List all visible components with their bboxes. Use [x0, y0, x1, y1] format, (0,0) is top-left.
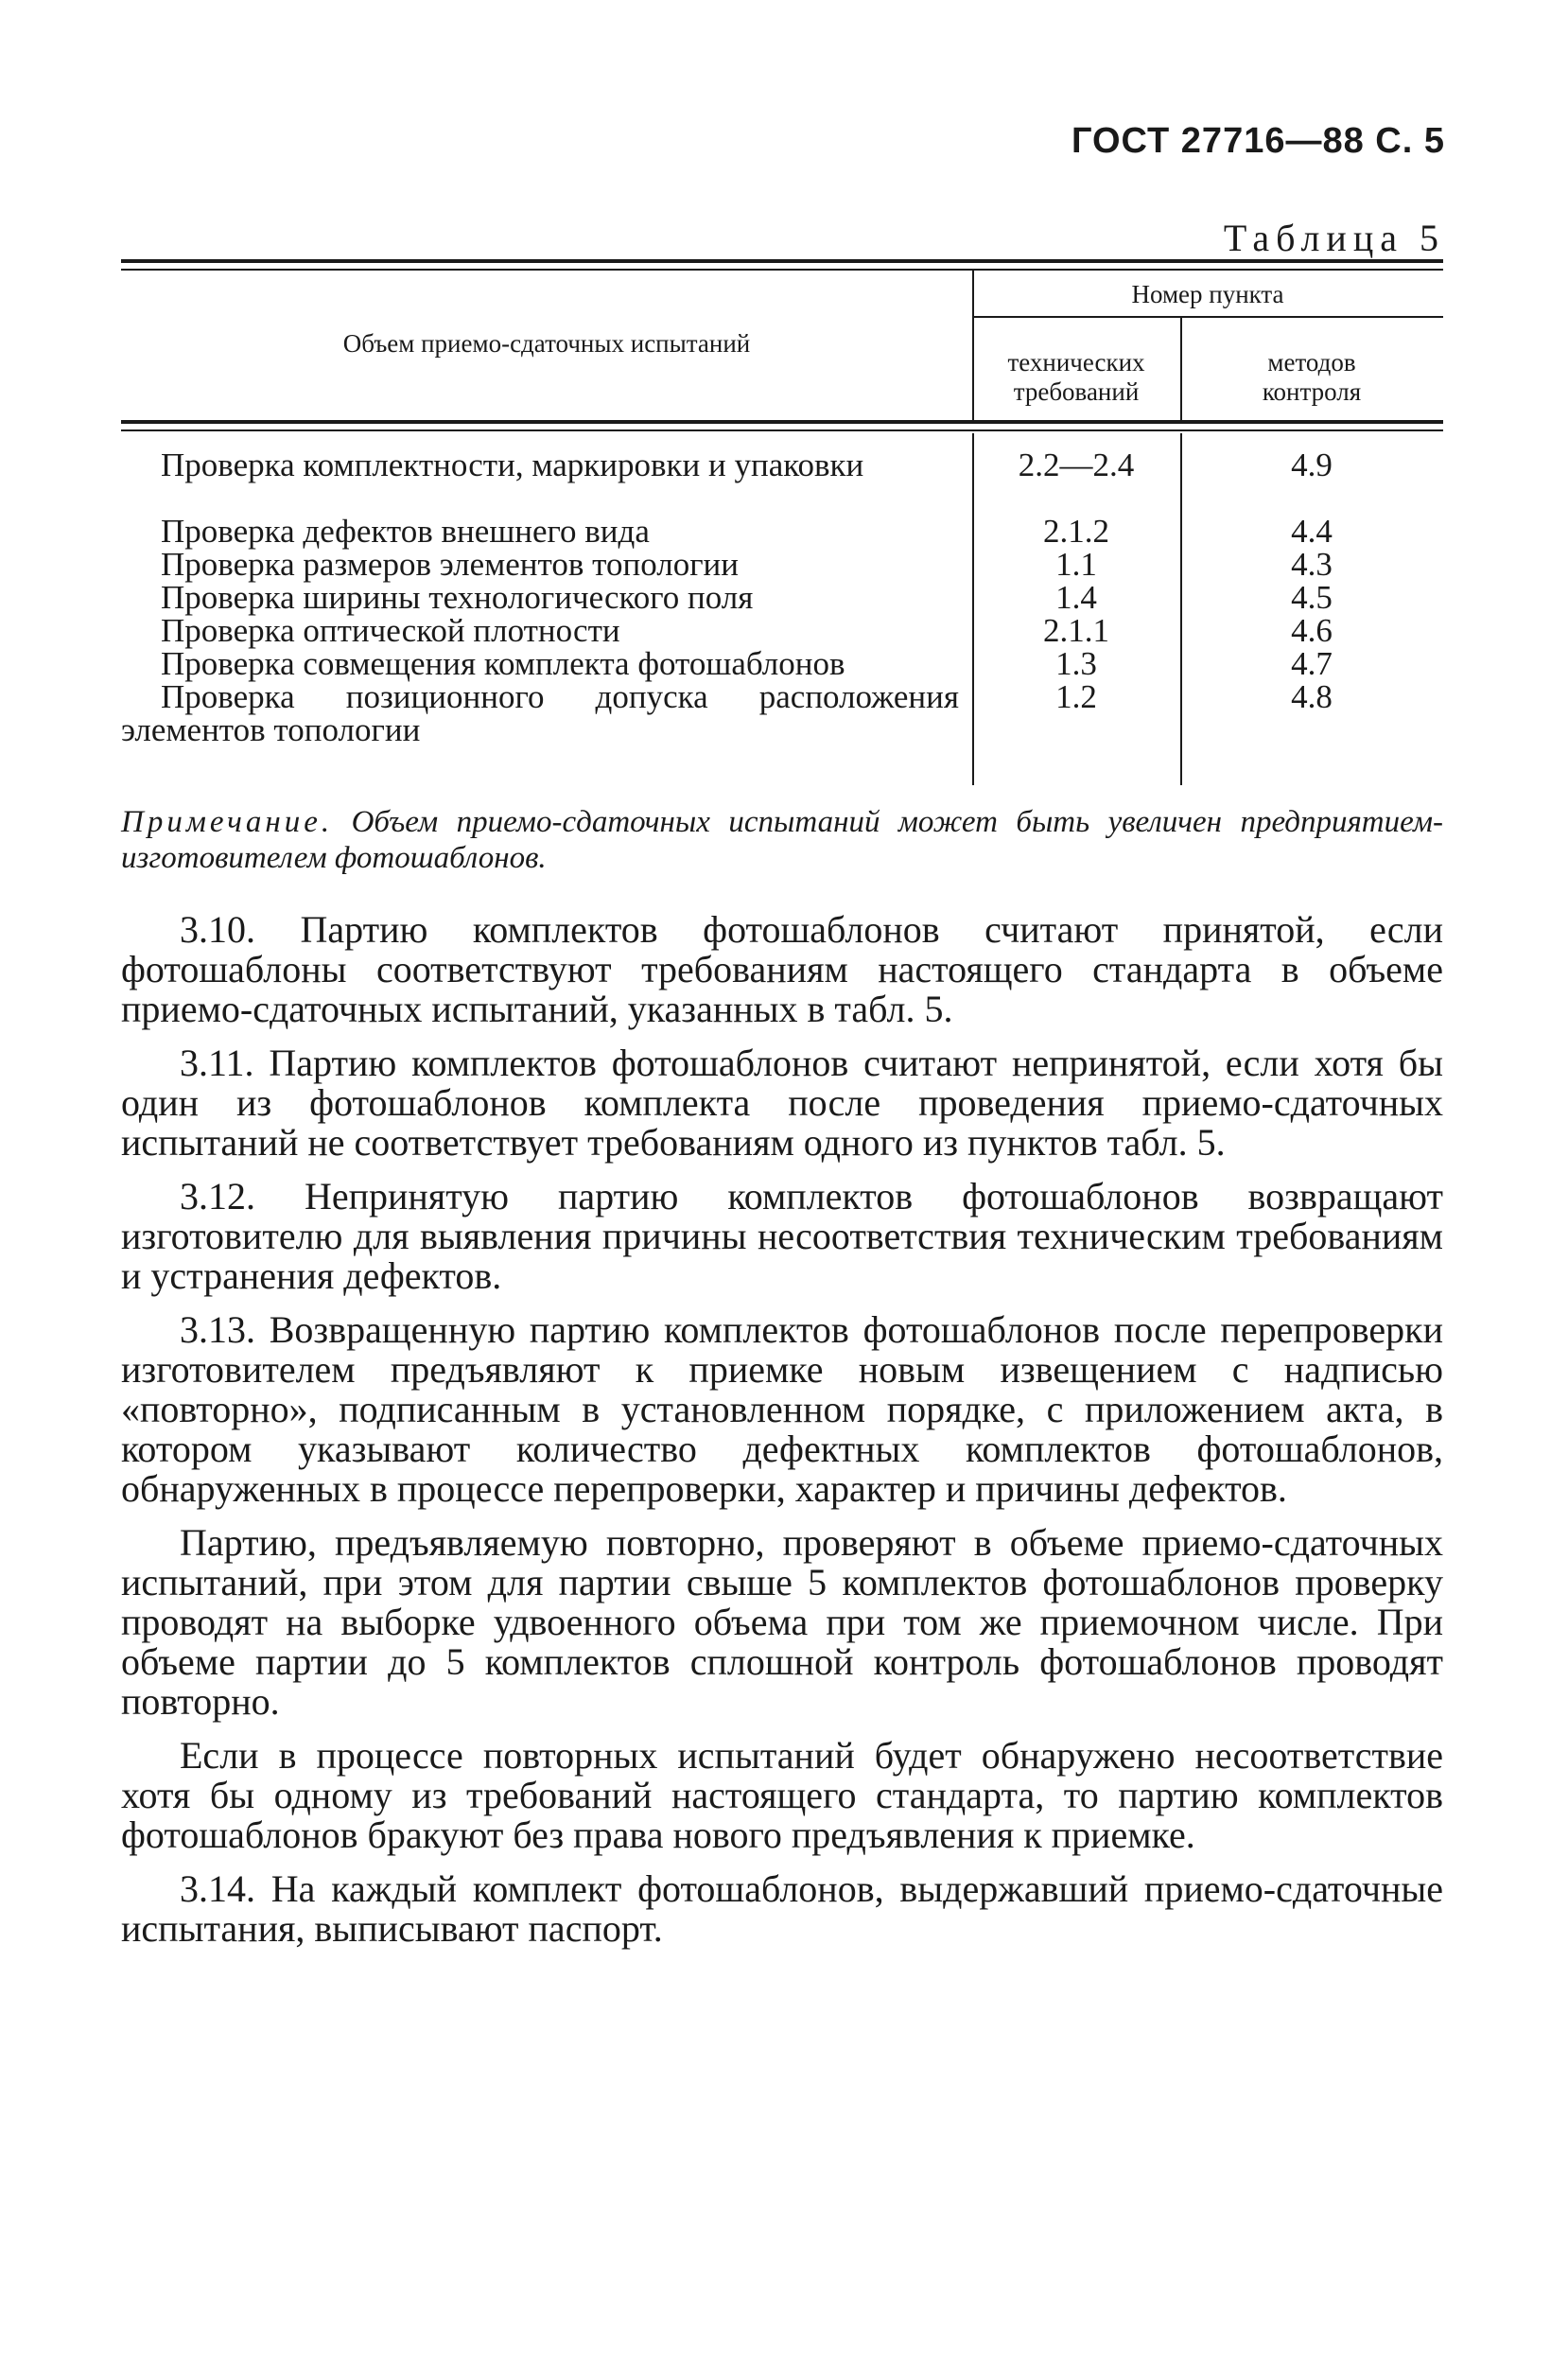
table-row — [121, 581, 1443, 614]
header-bottom-rule — [121, 420, 1443, 424]
row-method: 4.9 — [1291, 447, 1333, 483]
group-underline — [972, 316, 1443, 318]
table-row — [121, 614, 1443, 647]
row-method: 4.6 — [1291, 612, 1333, 649]
row-tech: 1.1 — [1055, 546, 1097, 583]
body-text — [121, 910, 1443, 1963]
acceptance-table — [121, 259, 1443, 785]
paragraph-3-10: 3.10. Партию комплектов фотошаблонов считают принятой, если фотошаблоны соответствуют требованиям настоящего стандарта в объеме приемо-сдаточных испытаний, указанных в табл. 5. — [121, 908, 1443, 1030]
table-row — [121, 680, 1443, 746]
row-name: Проверка совмещения комплекта фотошаблонов — [161, 645, 845, 682]
row-name: Проверка позиционного допуска расположения элементов топологии — [121, 678, 959, 748]
table-row — [121, 548, 1443, 581]
row-name: Проверка размеров элементов топологии — [161, 546, 740, 583]
paragraph-3-12: 3.12. Непринятую партию комплектов фотошаблонов возвращают изготовителю для выявления причины несоответствия техническим требованиям и устранения дефектов. — [121, 1175, 1443, 1297]
table-caption: Таблица 5 — [1223, 217, 1445, 259]
standard-header: ГОСТ 27716—88 С. 5 — [1071, 121, 1445, 161]
paragraph-rejection: Если в процессе повторных испытаний будет обнаружено несоответствие хотя бы одному из требований настоящего стандарта, то партию комплектов фотошаблонов бракуют без права нового предъявления к приемке. — [121, 1734, 1443, 1856]
table-top-rule-2 — [121, 269, 1443, 271]
table-note — [121, 804, 1443, 876]
column-group-header: Номер пункта — [1131, 280, 1284, 308]
header-bottom-rule-2 — [121, 429, 1443, 431]
table-top-rule — [121, 259, 1443, 263]
row-tech: 1.4 — [1055, 579, 1097, 616]
row-tech: 2.1.1 — [1043, 612, 1109, 649]
column-header-volume: Объем приемо-сдаточных испытаний — [342, 329, 751, 358]
table-row — [121, 515, 1443, 548]
row-tech: 1.3 — [1055, 645, 1097, 682]
paragraph-repeat-check: Партию, предъявляемую повторно, проверяют в объеме приемо-сдаточных испытаний, при этом для партии свыше 5 комплектов фотошаблонов проверку проводят на выборке удвоенного объема при том же приемочном числе. При объеме партии до 5 комплектов сплошной контроль фотошаблонов проводят повторно. — [121, 1521, 1443, 1723]
row-name: Проверка оптической плотности — [161, 612, 620, 649]
column-header-tech-line2: требований — [1013, 377, 1140, 406]
column-header-methods — [1180, 348, 1443, 407]
paragraph-3-13: 3.13. Возвращенную партию комплектов фотошаблонов после перепроверки изготовителем предъявляют к приемке новым извещением с надписью «повторно», подписанным в установленном порядке, с приложением акта, в котором указывают количество дефектных комплектов фотошаблонов, обнаруженных в процессе перепроверки, характер и причины дефектов. — [121, 1308, 1443, 1510]
row-tech: 2.1.2 — [1043, 513, 1109, 550]
column-header-tech — [972, 348, 1180, 407]
column-header-tech-line1: технических — [1007, 348, 1145, 377]
paragraph-3-14: 3.14. На каждый комплект фотошаблонов, выдержавший приемо-сдаточные испытания, выписывают паспорт. — [121, 1867, 1443, 1950]
note-text: Объем приемо-сдаточных испытаний может быть увеличен предприятием-изготовителем фотошаблонов. — [121, 805, 1444, 875]
row-name: Проверка дефектов внешнего вида — [161, 513, 650, 550]
table-row — [121, 448, 1443, 515]
row-method: 4.5 — [1291, 579, 1333, 616]
row-method: 4.7 — [1291, 645, 1333, 682]
table-row — [121, 647, 1443, 680]
row-tech: 2.2—2.4 — [1018, 447, 1135, 483]
row-name: Проверка комплектности, маркировки и упаковки — [161, 447, 864, 483]
paragraph-3-11: 3.11. Партию комплектов фотошаблонов считают непринятой, если хотя бы один из фотошаблонов комплекта после проведения приемо-сдаточных испытаний не соответствует требованиям одного из пунктов табл. 5. — [121, 1042, 1443, 1164]
row-method: 4.4 — [1291, 513, 1333, 550]
row-method: 4.3 — [1291, 546, 1333, 583]
row-name: Проверка ширины технологического поля — [161, 579, 754, 616]
row-tech: 1.2 — [1055, 678, 1097, 715]
row-method: 4.8 — [1291, 678, 1333, 715]
note-label: Примечание. — [121, 805, 334, 839]
column-header-methods-line1: методов — [1267, 348, 1356, 377]
column-header-methods-line2: контроля — [1262, 377, 1362, 406]
table-body — [121, 448, 1443, 746]
